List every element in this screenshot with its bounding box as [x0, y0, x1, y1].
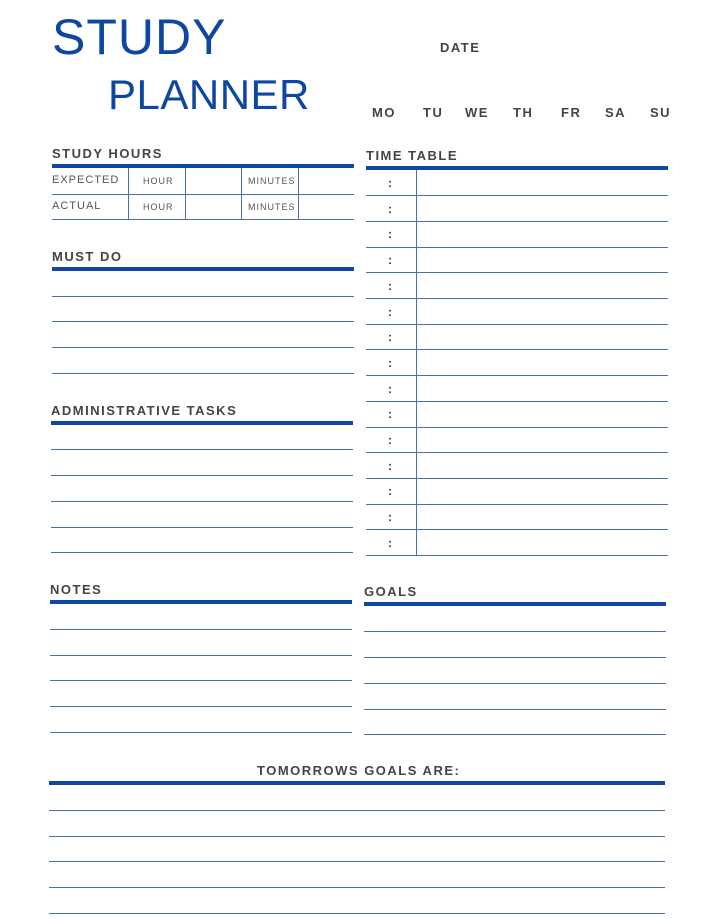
- tomorrow-goals-line[interactable]: [49, 836, 665, 837]
- time-slot-entry-field[interactable]: [418, 248, 668, 270]
- time-slot-colon: :: [388, 535, 392, 550]
- expected-label: EXPECTED: [52, 174, 120, 186]
- notes-line[interactable]: [50, 680, 352, 681]
- time-slot-time-field[interactable]: [366, 197, 414, 219]
- expected-hour-label: HOUR: [143, 176, 174, 186]
- time-slot-colon: :: [388, 201, 392, 216]
- admin-task-line[interactable]: [51, 449, 353, 450]
- time-slot-time-field[interactable]: [366, 479, 414, 501]
- actual-label: ACTUAL: [52, 200, 102, 212]
- time-slot-line: [366, 555, 668, 556]
- tomorrow-goals-rule: [49, 781, 665, 785]
- day-fr: FR: [561, 105, 582, 120]
- time-slot-entry-field[interactable]: [418, 171, 668, 193]
- day-th: TH: [513, 105, 534, 120]
- time-slot-entry-field[interactable]: [418, 402, 668, 424]
- time-slot-colon: :: [388, 458, 392, 473]
- time-slot-entry-field[interactable]: [418, 531, 668, 553]
- actual-minutes-label: MINUTES: [248, 202, 296, 212]
- time-slot-time-field[interactable]: [366, 248, 414, 270]
- study-hours-rule: [52, 164, 354, 168]
- time-slot-colon: :: [388, 330, 392, 345]
- must-do-line[interactable]: [52, 321, 354, 322]
- title-planner: PLANNER: [108, 71, 310, 118]
- admin-task-line[interactable]: [51, 527, 353, 528]
- time-slot-time-field[interactable]: [366, 428, 414, 450]
- time-slot-time-field[interactable]: [366, 300, 414, 322]
- time-slot-time-field[interactable]: [366, 351, 414, 373]
- notes-rule: [50, 600, 352, 604]
- day-sa: SA: [605, 105, 627, 120]
- time-slot-colon: :: [388, 227, 392, 242]
- tomorrow-goals-line[interactable]: [49, 810, 665, 811]
- date-label: DATE: [440, 40, 481, 55]
- day-we: WE: [465, 105, 489, 120]
- goals-line[interactable]: [364, 683, 666, 684]
- admin-task-line[interactable]: [51, 552, 353, 553]
- time-slot-colon: :: [388, 355, 392, 370]
- time-slot-colon: :: [388, 510, 392, 525]
- time-slot-colon: :: [388, 433, 392, 447]
- time-slot-time-field[interactable]: [366, 274, 414, 296]
- goals-line[interactable]: [364, 709, 666, 710]
- time-slot-colon: :: [388, 304, 392, 319]
- day-su: SU: [650, 105, 672, 120]
- expected-minutes-label: MINUTES: [248, 176, 296, 186]
- time-slot-entry-field[interactable]: [418, 454, 668, 476]
- time-slot-entry-field[interactable]: [418, 351, 668, 373]
- time-slot-entry-field[interactable]: [418, 300, 668, 322]
- study-hours-bottom: [52, 219, 354, 220]
- time-slot-entry-field[interactable]: [418, 428, 668, 450]
- day-mo: MO: [372, 105, 396, 120]
- time-slot-entry-field[interactable]: [418, 325, 668, 347]
- study-hours-col-1: [128, 168, 129, 219]
- must-do-line[interactable]: [52, 347, 354, 348]
- time-slot-colon: :: [388, 176, 392, 190]
- tomorrow-goals-line[interactable]: [49, 861, 665, 862]
- time-slot-time-field[interactable]: [366, 402, 414, 424]
- time-slot-colon: :: [388, 407, 392, 422]
- study-hours-col-3: [241, 168, 242, 219]
- must-do-line[interactable]: [52, 373, 354, 374]
- time-slot-colon: :: [388, 278, 392, 293]
- expected-hour-field[interactable]: [186, 169, 240, 193]
- actual-hour-field[interactable]: [186, 195, 240, 218]
- day-tu: TU: [423, 105, 444, 120]
- must-do-line[interactable]: [52, 296, 354, 297]
- time-slot-entry-field[interactable]: [418, 377, 668, 399]
- goals-rule: [364, 602, 666, 606]
- notes-line[interactable]: [50, 655, 352, 656]
- time-slot-entry-field[interactable]: [418, 274, 668, 296]
- time-slot-entry-field[interactable]: [418, 479, 668, 501]
- tomorrow-goals-line[interactable]: [49, 887, 665, 888]
- must-do-title: MUST DO: [52, 249, 123, 264]
- goals-title: GOALS: [364, 584, 418, 599]
- notes-line[interactable]: [50, 706, 352, 707]
- admin-task-line[interactable]: [51, 475, 353, 476]
- must-do-rule: [52, 267, 354, 271]
- notes-line[interactable]: [50, 629, 352, 630]
- time-slot-colon: :: [388, 484, 392, 499]
- notes-title: NOTES: [50, 582, 103, 597]
- notes-line[interactable]: [50, 732, 352, 733]
- time-table-rule: [366, 166, 668, 170]
- expected-minutes-field[interactable]: [299, 169, 353, 193]
- time-slot-time-field[interactable]: [366, 325, 414, 347]
- admin-task-line[interactable]: [51, 501, 353, 502]
- time-table-title: TIME TABLE: [366, 148, 459, 163]
- time-slot-time-field[interactable]: [366, 377, 414, 399]
- tomorrow-goals-title: TOMORROWS GOALS ARE:: [257, 763, 461, 778]
- admin-tasks-title: ADMINISTRATIVE TASKS: [51, 403, 238, 418]
- time-slot-time-field[interactable]: [366, 531, 414, 553]
- time-table-divider: [416, 170, 417, 555]
- goals-line[interactable]: [364, 734, 666, 735]
- actual-hour-label: HOUR: [143, 202, 174, 212]
- goals-line[interactable]: [364, 657, 666, 658]
- time-slot-colon: :: [388, 381, 392, 396]
- actual-minutes-field[interactable]: [299, 195, 353, 218]
- time-slot-entry-field[interactable]: [418, 197, 668, 219]
- time-slot-entry-field[interactable]: [418, 505, 668, 527]
- study-hours-title: STUDY HOURS: [52, 146, 163, 161]
- title-study: STUDY: [52, 9, 227, 65]
- time-slot-entry-field[interactable]: [418, 222, 668, 244]
- time-slot-colon: :: [388, 253, 392, 268]
- time-slot-time-field[interactable]: [366, 505, 414, 527]
- goals-line[interactable]: [364, 631, 666, 632]
- time-slot-time-field[interactable]: [366, 222, 414, 244]
- time-slot-time-field[interactable]: [366, 171, 414, 193]
- tomorrow-goals-line[interactable]: [49, 913, 665, 914]
- admin-tasks-rule: [51, 421, 353, 425]
- time-slot-time-field[interactable]: [366, 454, 414, 476]
